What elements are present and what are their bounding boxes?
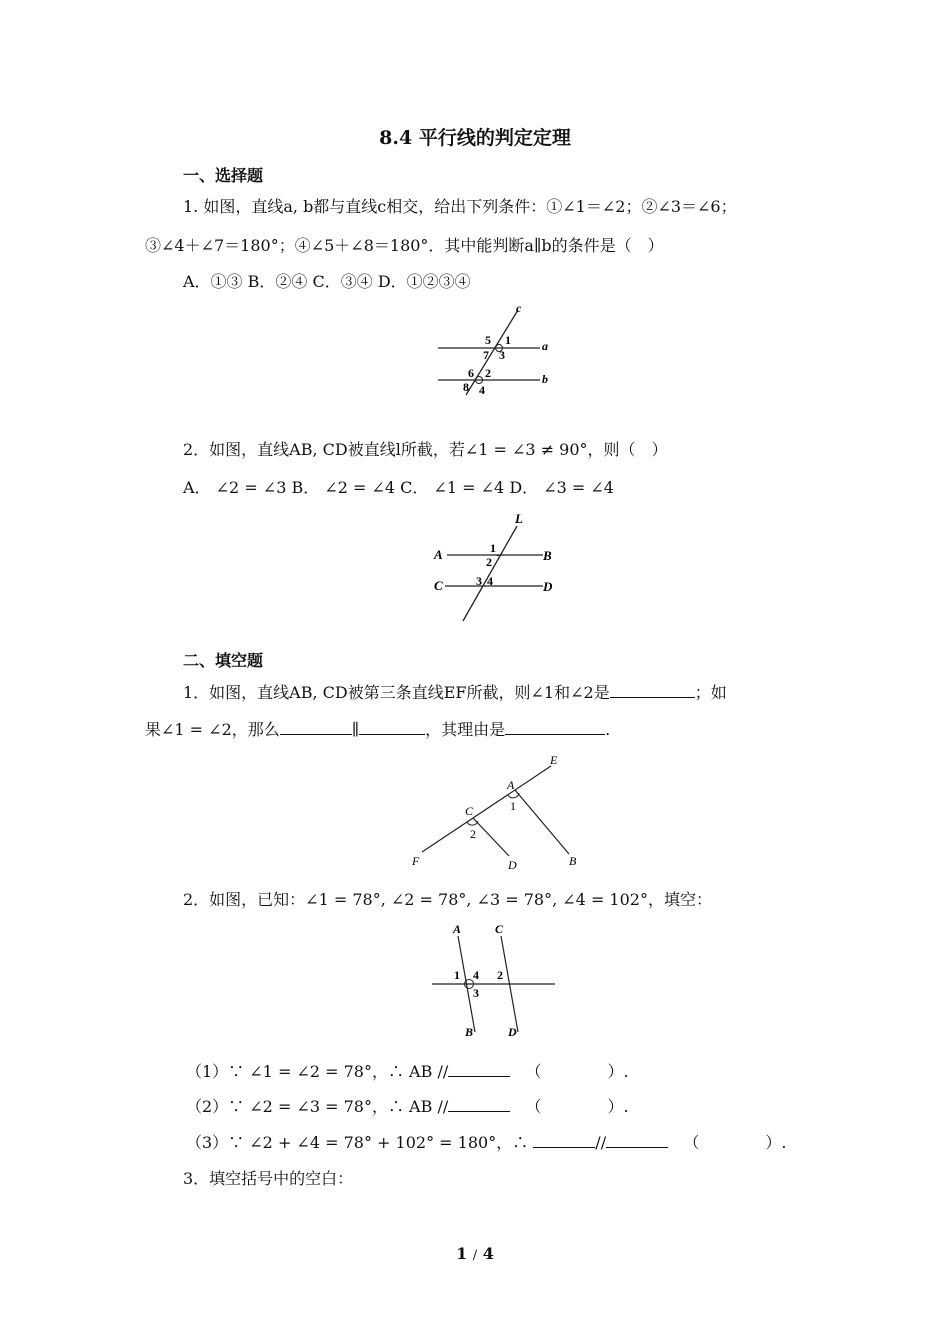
fq2-step3-close: ）. [765,1133,787,1152]
fig4-label-c: C [495,922,504,936]
fig3-label-d: D [508,858,517,872]
fq2-step2-close: ）. [607,1097,629,1116]
line-cd [473,818,509,856]
fig2-label-a: A [434,547,443,562]
fq2-figure [425,918,565,1044]
fq2-step1-blank[interactable] [448,1060,510,1077]
fig1-label-6: 6 [468,366,474,380]
fig2-label-3: 3 [476,574,482,588]
q2-options: A． ∠2 = ∠3 B． ∠2 = ∠4 C． ∠1 = ∠4 D． ∠3 = ∠4 [183,478,614,497]
fig1-label-c: c [516,301,522,315]
fig4-label-2: 2 [497,968,503,982]
fig2-label-c: C [434,578,443,593]
fq1-period: . [605,720,611,739]
fq2-step3-open: （ [683,1133,700,1152]
fig3-label-f: F [412,854,420,868]
line-c [466,310,518,395]
fig3-label-2: 2 [470,827,476,841]
fig2-label-d: D [543,579,553,594]
fq1-figure [405,752,585,876]
fig3-label-c: C [465,804,474,818]
fig4-label-b: B [465,1025,474,1039]
fq2-step3-blank-2[interactable] [606,1131,668,1148]
fq2-step2 [186,1095,629,1118]
fig4-label-3: 3 [473,986,479,1000]
fig4-label-1: 1 [454,968,460,982]
fig4-label-4: 4 [473,968,479,982]
fig1-label-1: 1 [505,333,511,347]
q2-line1: 2．如图，直线AB, CD被直线l所截，若∠1 = ∠3 ≠ 90°，则（ ） [183,440,668,459]
fq2-step1 [186,1060,629,1083]
fig4-label-d: D [508,1025,517,1039]
fig3-label-b: B [569,854,577,868]
page-title: 8.4 平行线的判定定理 [379,127,571,149]
section-heading-choice: 一、选择题 [183,166,264,185]
fig1-label-5: 5 [485,333,491,347]
page-current: 1 [456,1244,468,1263]
fig1-label-b: b [542,372,548,386]
fq1-parallel-sign: ∥ [351,720,360,739]
fig1-label-4: 4 [479,383,485,397]
fig2-label-b: B [543,548,552,563]
fq1-line2-text: 果∠1 = ∠2，那么 [145,720,280,739]
fq2-step3-parallel: // [595,1133,607,1152]
fq1-line2 [145,718,610,741]
fq2-step1-text: （1）∵ ∠1 = ∠2 = 78°，∴ AB // [186,1062,449,1081]
fig1-label-2: 2 [485,366,491,380]
q1-options: A．①③ B．②④ C．③④ D．①②③④ [183,272,471,291]
fig1-label-a: a [542,339,548,353]
fig1-label-7: 7 [483,348,489,362]
fq1-blank-2[interactable] [280,718,352,735]
fig2-label-2: 2 [486,555,492,569]
fq1-line1-end: ；如 [694,683,727,702]
page-total: 4 [482,1244,494,1263]
fq1-line1 [183,681,727,704]
fq2-step3-text: （3）∵ ∠2 + ∠4 = 78° + 102° = 180°，∴ [186,1133,529,1152]
fq2-line1: 2．如图，已知：∠1 = 78°, ∠2 = 78°, ∠3 = 78°, ∠4 = 102°，填空： [183,890,712,909]
page-separator: / [472,1248,478,1263]
fq2-step3 [186,1131,786,1154]
fq1-reason-text: ，其理由是 [425,720,506,739]
fq2-step3-blank-1[interactable] [533,1131,595,1148]
section-heading-fill: 二、填空题 [183,651,264,670]
q1-figure [430,300,560,404]
fig1-label-3: 3 [499,348,505,362]
fig3-label-a: A [507,778,515,792]
fig2-label-4: 4 [487,574,493,588]
fq1-blank-4[interactable] [505,718,605,735]
fig3-label-1: 1 [510,799,516,813]
fq3-line1: 3．填空括号中的空白： [183,1169,354,1188]
line-ab [515,790,569,854]
q1-line2: ③∠4＋∠7＝180°；④∠5＋∠8＝180°．其中能判断a∥b的条件是（ ） [145,236,664,255]
q1-line1: 1. 如图，直线a, b都与直线c相交，给出下列条件：①∠1＝∠2；②∠3＝∠6； [183,197,737,216]
fig3-label-e: E [550,753,558,767]
fq2-step2-text: （2）∵ ∠2 = ∠3 = 78°，∴ AB // [186,1097,449,1116]
q2-figure [425,508,565,632]
fq2-step2-blank[interactable] [448,1095,510,1112]
fq1-blank-1[interactable] [610,681,695,698]
fig2-label-l: L [515,511,523,526]
fig1-label-8: 8 [463,380,469,394]
fq2-step1-close: ）. [607,1062,629,1081]
fq1-blank-3[interactable] [359,718,425,735]
fig2-label-1: 1 [490,541,496,555]
page-number [0,1244,950,1263]
fq1-line1-text: 1．如图，直线AB, CD被第三条直线EF所截，则∠1和∠2是 [183,683,610,702]
fq2-step2-open: （ [525,1097,542,1116]
fig4-label-a: A [453,922,462,936]
fq2-step1-open: （ [525,1062,542,1081]
